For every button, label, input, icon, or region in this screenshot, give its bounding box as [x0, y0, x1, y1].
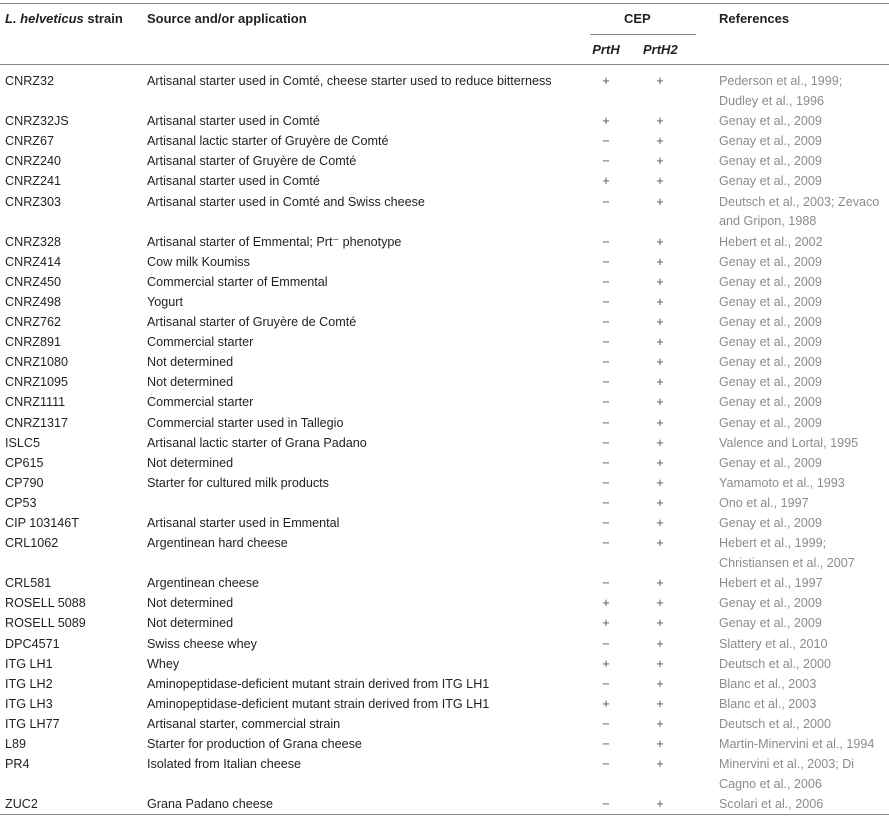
source-cell: Argentinean cheese: [147, 576, 260, 591]
reference-line: Genay et al., 2009: [719, 355, 822, 370]
reference-line: Hebert et al., 1999;: [719, 536, 827, 551]
strain-cell: CNRZ891: [5, 335, 61, 350]
references-cell: [719, 72, 842, 111]
strain-cell: ITG LH1: [5, 656, 53, 671]
references-cell: [719, 253, 822, 273]
prth2-cell: +: [656, 797, 664, 812]
source-cell: Commercial starter used in Tallegio: [147, 415, 344, 430]
references-cell: [719, 594, 822, 614]
prth-cell: −: [602, 737, 610, 751]
reference-line: Genay et al., 2009: [719, 455, 822, 470]
prth2-cell: +: [656, 355, 664, 370]
references-cell: [719, 313, 822, 333]
header-source: Source and/or application: [147, 11, 307, 26]
prth2-cell: +: [656, 274, 664, 289]
prth-cell: −: [602, 636, 610, 651]
strain-cell: CNRZ1080: [5, 355, 68, 370]
strain-cell: CNRZ1317: [5, 415, 68, 430]
prth-cell: +: [602, 74, 610, 88]
reference-line: Cagno et al., 2006: [719, 776, 822, 791]
strain-cell: CNRZ328: [5, 234, 61, 249]
prth-cell: −: [602, 335, 610, 350]
references-cell: [719, 373, 822, 393]
prth-cell: −: [602, 455, 610, 470]
source-cell: Artisanal starter used in Emmental: [147, 516, 340, 530]
references-cell: [719, 635, 828, 655]
source-cell: Whey: [147, 656, 180, 671]
source-cell: Artisanal starter of Emmental; Prt⁻ phenotype: [147, 234, 402, 249]
source-cell: Commercial starter of Emmental: [147, 274, 328, 289]
prth2-cell: +: [656, 174, 664, 189]
prth-cell: −: [602, 576, 610, 591]
references-cell: [719, 152, 822, 172]
references-cell: [719, 735, 874, 755]
prth2-cell: +: [656, 737, 664, 751]
source-cell: Artisanal lactic starter of Gruyère de Comté: [147, 134, 389, 149]
prth2-cell: +: [656, 154, 664, 169]
reference-line: Genay et al., 2009: [719, 395, 822, 410]
source-cell: Not determined: [147, 455, 234, 470]
prth2-cell: +: [656, 536, 664, 551]
reference-line: Genay et al., 2009: [719, 315, 822, 329]
references-cell: [719, 454, 822, 474]
reference-line: Genay et al., 2009: [719, 335, 822, 350]
source-cell: Commercial starter: [147, 335, 254, 350]
prth-cell: −: [602, 415, 610, 430]
references-cell: [719, 695, 816, 715]
strain-cell: CNRZ450: [5, 274, 61, 289]
source-cell: Artisanal starter, commercial strain: [147, 716, 341, 731]
prth2-cell: +: [656, 656, 664, 671]
reference-line: Minervini et al., 2003; Di: [719, 757, 855, 772]
references-cell: [719, 494, 809, 514]
strain-cell: CP53: [5, 495, 37, 510]
prth2-cell: +: [656, 636, 664, 651]
header-prth: PrtH: [592, 42, 620, 57]
references-cell: [719, 172, 822, 192]
prth2-cell: +: [656, 596, 664, 611]
strain-cell: ZUC2: [5, 797, 38, 812]
strain-cell: DPC4571: [5, 636, 60, 651]
reference-line: Blanc et al., 2003: [719, 676, 817, 691]
prth2-cell: +: [656, 315, 664, 329]
prth2-cell: +: [656, 616, 664, 631]
strain-cell: CP790: [5, 475, 44, 490]
references-cell: [719, 353, 822, 373]
reference-line: Genay et al., 2009: [719, 415, 822, 430]
prth-cell: −: [602, 134, 610, 149]
prth-cell: +: [602, 174, 610, 189]
reference-line: Blanc et al., 2003: [719, 696, 817, 711]
prth-cell: −: [602, 757, 610, 772]
strain-cell: CNRZ414: [5, 254, 61, 269]
references-cell: [719, 655, 831, 675]
prth-cell: +: [602, 696, 610, 711]
prth-cell: −: [602, 516, 610, 530]
source-cell: Not determined: [147, 596, 234, 611]
prth2-cell: +: [656, 194, 664, 209]
reference-line: Genay et al., 2009: [719, 154, 822, 169]
references-cell: [719, 534, 855, 573]
strain-cell: CRL581: [5, 576, 52, 591]
reference-line: Yamamoto et al., 1993: [719, 475, 845, 490]
reference-line: Genay et al., 2009: [719, 294, 822, 309]
source-cell: Argentinean hard cheese: [147, 536, 288, 551]
prth2-cell: +: [656, 475, 664, 490]
source-cell: Grana Padano cheese: [147, 797, 274, 812]
references-cell: [719, 574, 823, 594]
prth2-cell: +: [656, 74, 664, 88]
strain-cell: CNRZ32JS: [5, 114, 69, 129]
reference-line: Genay et al., 2009: [719, 616, 822, 631]
strain-cell: CNRZ303: [5, 194, 61, 209]
source-cell: Artisanal lactic starter of Grana Padano: [147, 435, 367, 450]
source-cell: Artisanal starter of Gruyère de Comté: [147, 154, 357, 169]
references-cell: [719, 193, 879, 232]
cep-underline: [590, 34, 696, 35]
source-cell: Not determined: [147, 375, 234, 390]
prth2-cell: +: [656, 335, 664, 350]
prth-cell: +: [602, 114, 610, 129]
prth-cell: −: [602, 435, 610, 450]
bottom-rule: [0, 814, 889, 815]
references-cell: [719, 795, 823, 815]
prth-cell: +: [602, 596, 610, 611]
prth2-cell: +: [656, 455, 664, 470]
source-cell: Aminopeptidase-deficient mutant strain derived from ITG LH1: [147, 676, 490, 691]
references-cell: [719, 715, 831, 735]
source-cell: Artisanal starter used in Comté and Swiss cheese: [147, 194, 425, 209]
reference-line: Slattery et al., 2010: [719, 636, 828, 651]
prth-cell: −: [602, 154, 610, 169]
references-cell: [719, 675, 816, 695]
header-rule: [0, 64, 889, 65]
reference-line: Genay et al., 2009: [719, 274, 822, 289]
source-cell: Starter for production of Grana cheese: [147, 737, 362, 751]
prth2-cell: +: [656, 234, 664, 249]
prth2-cell: +: [656, 576, 664, 591]
source-cell: Commercial starter: [147, 395, 254, 410]
prth-cell: −: [602, 194, 610, 209]
prth-cell: −: [602, 274, 610, 289]
strain-cell: CNRZ1111: [5, 395, 66, 410]
strain-cell: CRL1062: [5, 536, 59, 551]
source-cell: Cow milk Koumiss: [147, 254, 250, 269]
strain-cell: CNRZ498: [5, 294, 61, 309]
strain-cell: CIP 103146T: [5, 516, 79, 530]
references-cell: [719, 132, 822, 152]
references-cell: [719, 614, 822, 634]
prth-cell: −: [602, 536, 610, 551]
reference-line: Dudley et al., 1996: [719, 93, 825, 108]
reference-line: Scolari et al., 2006: [719, 797, 824, 812]
prth-cell: −: [602, 294, 610, 309]
reference-line: Genay et al., 2009: [719, 516, 822, 530]
reference-line: Ono et al., 1997: [719, 495, 809, 510]
reference-line: Pederson et al., 1999;: [719, 74, 843, 88]
header-references: References: [719, 11, 790, 26]
strain-cell: ITG LH77: [5, 716, 60, 731]
strain-cell: ROSELL 5088: [5, 596, 86, 611]
header-species: L. helveticus: [5, 11, 84, 26]
reference-line: Genay et al., 2009: [719, 174, 822, 189]
reference-line: Deutsch et al., 2003; Zevaco: [719, 194, 880, 209]
strain-cell: CNRZ762: [5, 315, 61, 329]
prth-cell: −: [602, 676, 610, 691]
references-cell: [719, 414, 822, 434]
prth2-cell: +: [656, 495, 664, 510]
reference-line: Deutsch et al., 2000: [719, 716, 832, 731]
reference-line: Genay et al., 2009: [719, 254, 822, 269]
prth2-cell: +: [656, 716, 664, 731]
references-cell: [719, 112, 822, 132]
strain-cell: CNRZ67: [5, 134, 54, 149]
prth2-cell: +: [656, 757, 664, 772]
reference-line: Hebert et al., 1997: [719, 576, 823, 591]
prth-cell: −: [602, 797, 610, 812]
prth2-cell: +: [656, 294, 664, 309]
source-cell: Swiss cheese whey: [147, 636, 257, 651]
references-cell: [719, 233, 823, 253]
prth2-cell: +: [656, 134, 664, 149]
reference-line: and Gripon, 1988: [719, 214, 817, 228]
source-cell: Isolated from Italian cheese: [147, 757, 302, 772]
prth-cell: −: [602, 395, 610, 410]
references-cell: [719, 293, 822, 313]
strain-cell: CNRZ32: [5, 74, 54, 88]
source-cell: Starter for cultured milk products: [147, 475, 329, 490]
references-cell: [719, 434, 858, 454]
reference-line: Martin-Minervini et al., 1994: [719, 737, 875, 751]
prth-cell: −: [602, 495, 610, 510]
prth2-cell: +: [656, 435, 664, 450]
prth-cell: −: [602, 716, 610, 731]
strain-cell: PR4: [5, 757, 30, 772]
reference-line: Genay et al., 2009: [719, 114, 822, 129]
reference-line: Genay et al., 2009: [719, 134, 822, 149]
header-prth2: PrtH2: [643, 42, 678, 57]
source-cell: Yogurt: [147, 294, 183, 309]
reference-line: Genay et al., 2009: [719, 375, 822, 390]
references-cell: [719, 393, 822, 413]
prth-cell: −: [602, 315, 610, 329]
source-cell: Artisanal starter used in Comté: [147, 174, 320, 189]
header-cep: CEP: [624, 11, 651, 26]
prth2-cell: +: [656, 395, 664, 410]
prth2-cell: +: [656, 254, 664, 269]
source-cell: Artisanal starter of Gruyère de Comté: [147, 315, 357, 329]
source-cell: Not determined: [147, 616, 234, 631]
prth2-cell: +: [656, 696, 664, 711]
references-cell: [719, 514, 822, 534]
references-cell: [719, 273, 822, 293]
reference-line: Christiansen et al., 2007: [719, 555, 855, 570]
prth-cell: −: [602, 254, 610, 269]
header-strain: [5, 11, 123, 26]
prth-cell: −: [602, 475, 610, 490]
strain-cell: CP615: [5, 455, 44, 470]
source-cell: Aminopeptidase-deficient mutant strain derived from ITG LH1: [147, 696, 490, 711]
reference-line: Valence and Lortal, 1995: [719, 435, 859, 450]
prth-cell: +: [602, 656, 610, 671]
references-cell: [719, 755, 854, 794]
prth2-cell: +: [656, 375, 664, 390]
strain-cell: CNRZ1095: [5, 375, 68, 390]
prth-cell: −: [602, 234, 610, 249]
prth-cell: −: [602, 355, 610, 370]
prth-cell: +: [602, 616, 610, 631]
prth2-cell: +: [656, 676, 664, 691]
strain-cell: ROSELL 5089: [5, 616, 86, 631]
prth-cell: −: [602, 375, 610, 390]
prth2-cell: +: [656, 415, 664, 430]
prth2-cell: +: [656, 114, 664, 129]
source-cell: Artisanal starter used in Comté: [147, 114, 320, 129]
strain-cell: CNRZ241: [5, 174, 61, 189]
strain-cell: ISLC5: [5, 435, 41, 450]
prth2-cell: +: [656, 516, 664, 530]
source-cell: Not determined: [147, 355, 234, 370]
strain-cell: ITG LH2: [5, 676, 53, 691]
reference-line: Hebert et al., 2002: [719, 234, 823, 249]
references-cell: [719, 333, 822, 353]
references-cell: [719, 474, 845, 494]
strain-cell: ITG LH3: [5, 696, 53, 711]
top-rule: [0, 3, 889, 4]
header-strain-word: strain: [83, 11, 123, 26]
strain-cell: CNRZ240: [5, 154, 61, 169]
reference-line: Deutsch et al., 2000: [719, 656, 832, 671]
reference-line: Genay et al., 2009: [719, 596, 822, 611]
source-cell: Artisanal starter used in Comté, cheese starter used to reduce bitterness: [147, 74, 552, 88]
strain-cell: L89: [5, 737, 27, 751]
